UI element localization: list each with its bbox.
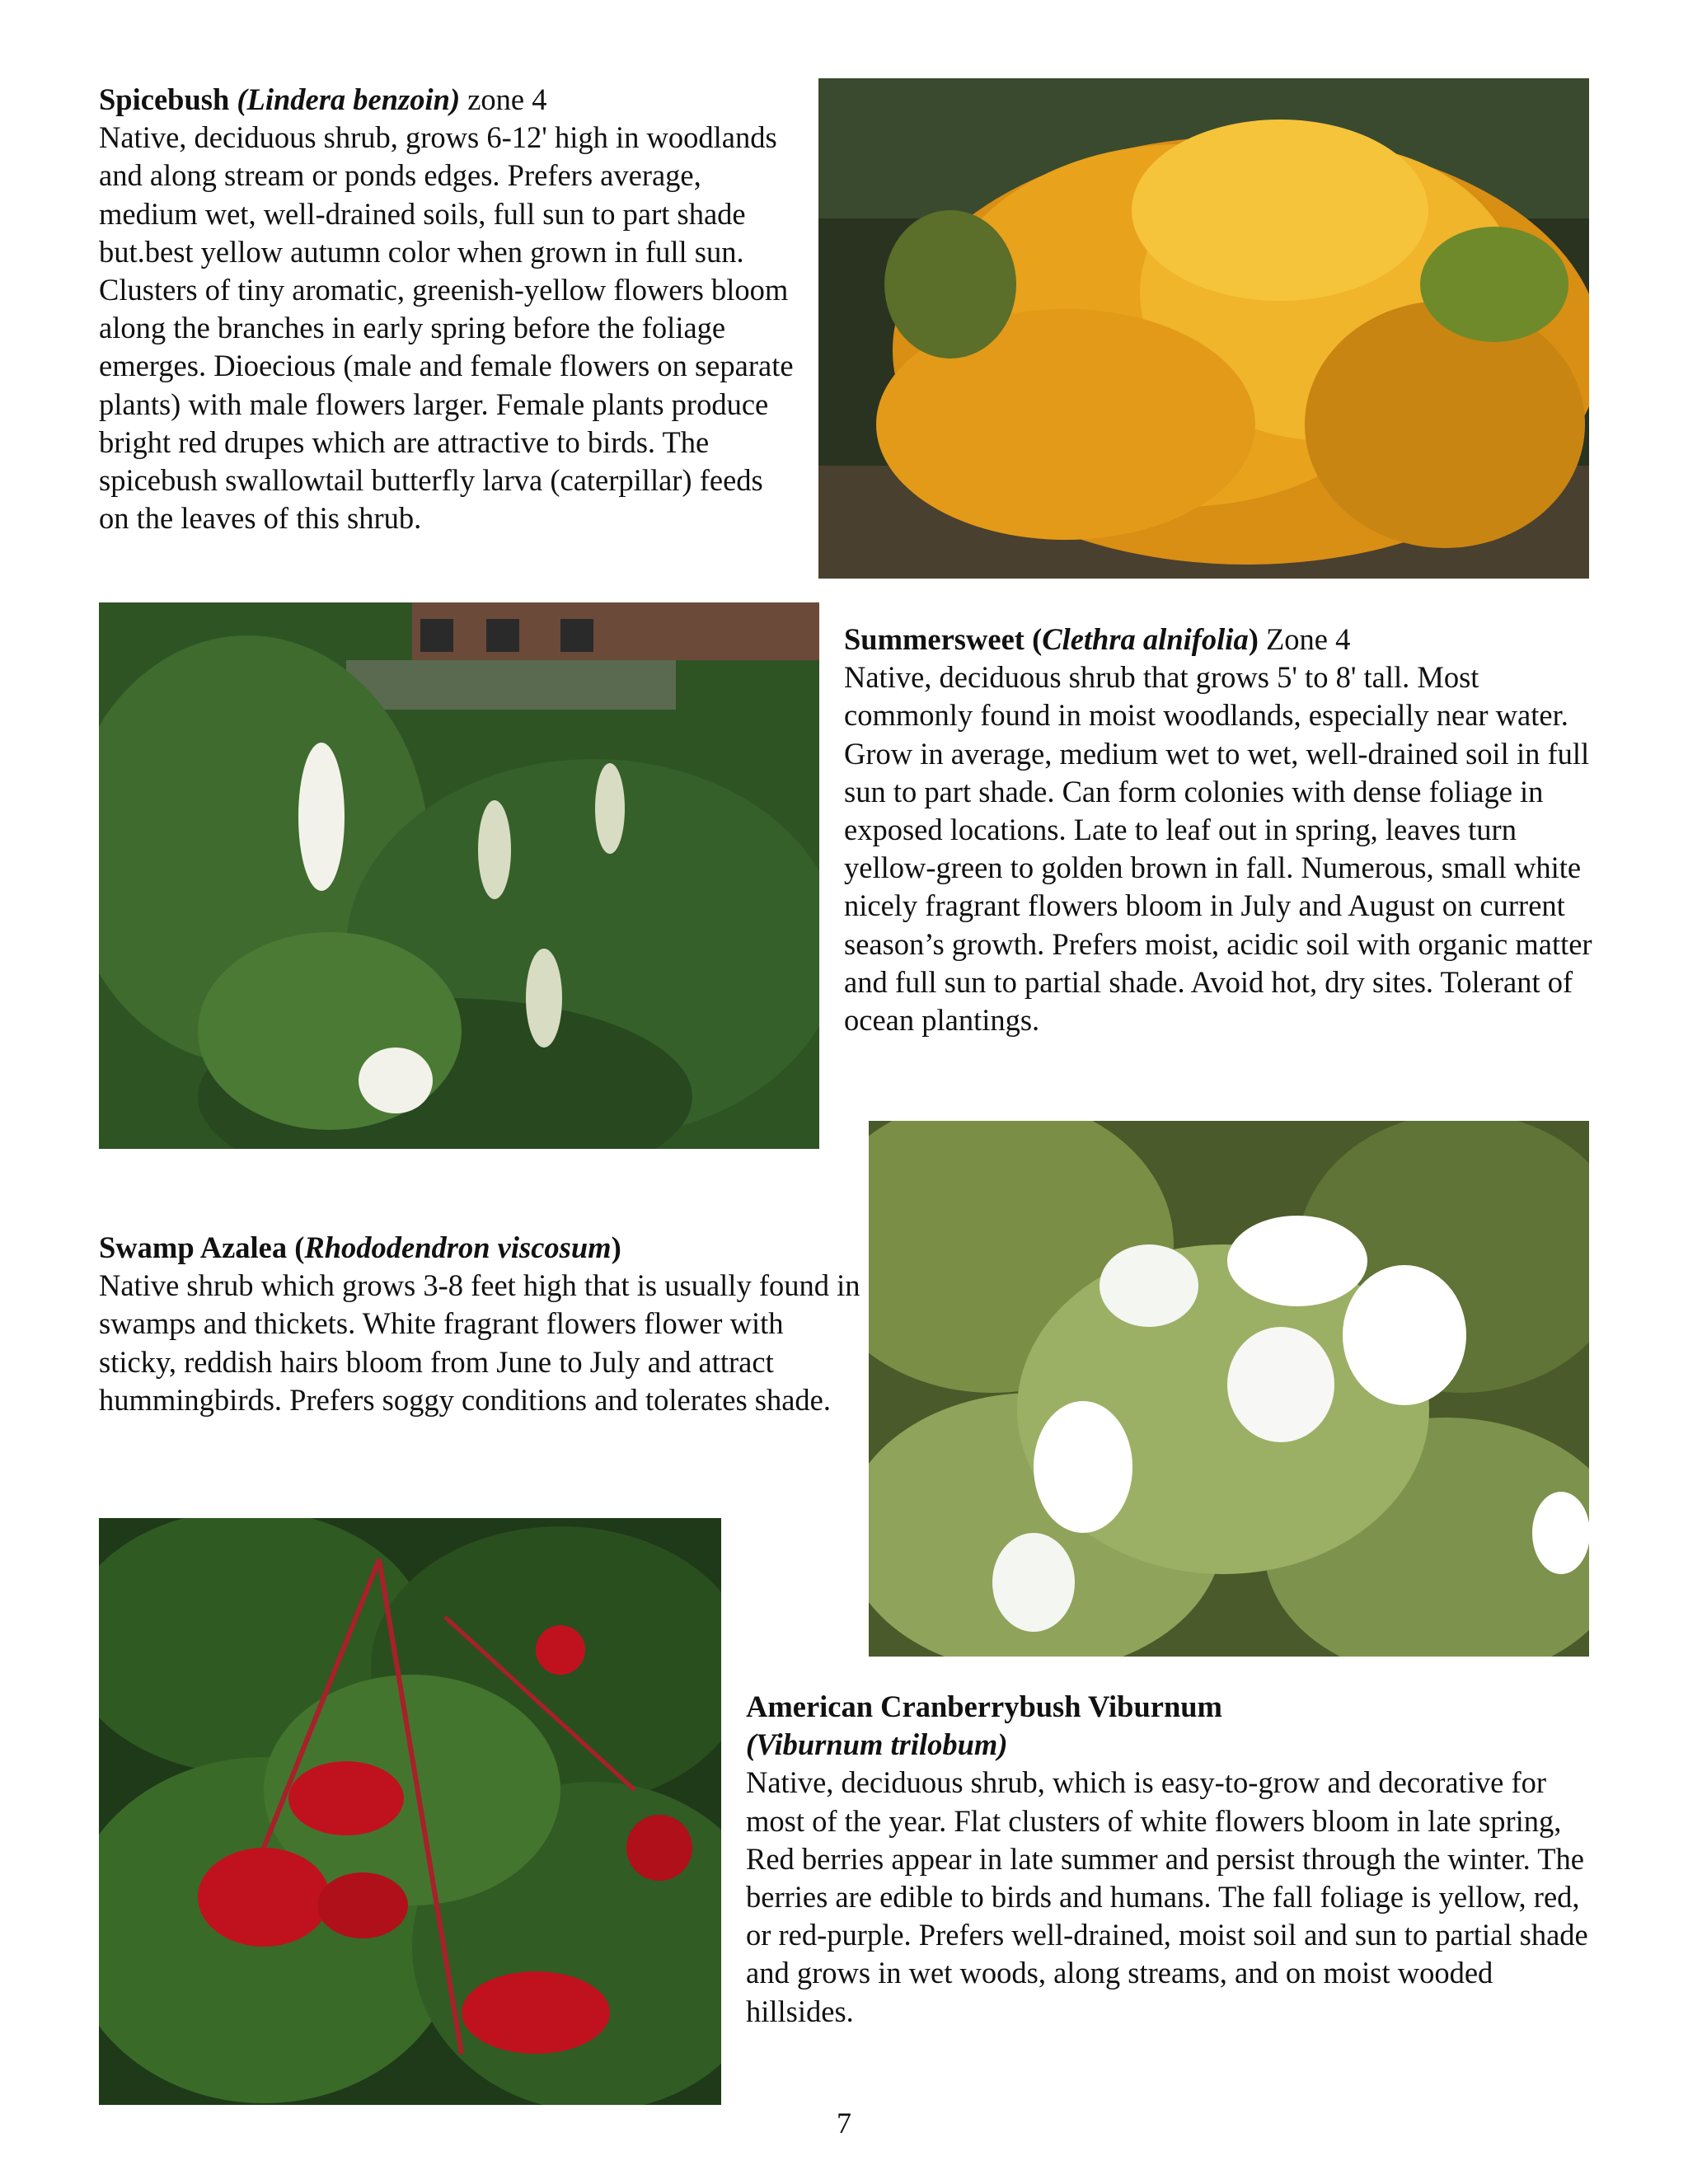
spicebush-zone: zone 4: [467, 82, 547, 116]
cranberrybush-latin-line: [746, 1726, 1599, 1764]
summersweet-paren-open: (: [1032, 622, 1043, 656]
cranberrybush-common-name: American Cranberrybush Viburnum: [746, 1690, 1222, 1723]
cranberrybush-photo: [99, 1518, 721, 2105]
swamp-azalea-latin-name: Rhododendron viscosum: [304, 1230, 612, 1264]
spicebush-common-name: Spicebush: [99, 82, 230, 116]
swamp-azalea-title: [99, 1229, 865, 1267]
summersweet-title: [844, 621, 1594, 658]
swamp-azalea-common-name: Swamp Azalea: [99, 1230, 288, 1264]
page-number: 7: [837, 2107, 851, 2139]
summersweet-description: Native, deciduous shrub that grows 5' to 8' tall. Most commonly found in moist woodlands, especially near water. Grow in average, medium wet to wet, well-drained soil in full sun to part shade. Can form colonies with dense foliage in exposed locations. Late to leaf out in spring, leaves turn yellow-green to golden brown in fall. Numerous, small white nicely fragrant flowers bloom in July and August on current season’s growth. Prefers moist, acidic soil with organic matter and full sun to partial shade. Avoid hot, dry sites. Tolerant of ocean plantings.: [844, 660, 1592, 1038]
swamp-azalea-entry: [99, 1229, 865, 1419]
cranberrybush-description: Native, deciduous shrub, which is easy-to-grow and decorative for most of the year. Flat clusters of white flowers bloom in late spring, Red berries appear in late summer and persist through the winter. The berries are edible to birds and humans. The fall foliage is yellow, red, or red-purple. Prefers well-drained, moist soil and sun to partial shade and grows in wet woods, along streams, and on moist wooded hillsides.: [746, 1765, 1588, 2028]
summersweet-common-name: Summersweet: [844, 622, 1025, 656]
spicebush-description: Native, deciduous shrub, grows 6-12' high in woodlands and along stream or ponds edges. Prefers average, medium wet, well-drained soils, full sun to part shade but.best yellow autumn color when grown in full sun. Clusters of tiny aromatic, greenish-yellow flowers bloom along the branches in early spring before the foliage emerges. Dioecious (male and female flowers on separate plants) with male flowers larger. Female plants produce bright red drupes which are attractive to birds. The spicebush swallowtail butterfly larva (caterpillar) feeds on the leaves of this shrub.: [99, 120, 794, 536]
summersweet-zone: Zone 4: [1265, 622, 1351, 656]
swamp-azalea-description: Native shrub which grows 3-8 feet high that is usually found in swamps and thickets. White fragrant flowers flower with sticky, reddish hairs bloom from June to July and attract hummingbirds. Prefers soggy conditions and tolerates shade.: [99, 1268, 860, 1417]
summersweet-photo: [99, 602, 819, 1149]
swamp-azalea-paren-close: ): [611, 1230, 621, 1264]
summersweet-paren-close: ): [1248, 622, 1259, 656]
spicebush-title: [99, 81, 799, 119]
summersweet-latin-name: Clethra alnifolia: [1042, 622, 1249, 656]
summersweet-entry: [844, 621, 1594, 1039]
cranberrybush-entry: [746, 1688, 1599, 2031]
spicebush-entry: [99, 81, 799, 537]
spicebush-photo: [818, 78, 1589, 579]
swamp-azalea-paren-open: (: [294, 1230, 305, 1264]
cranberrybush-latin-name: (Viburnum trilobum): [746, 1727, 1008, 1762]
spicebush-latin-name: (Lindera benzoin): [237, 82, 461, 116]
swamp-azalea-photo: [869, 1121, 1589, 1657]
